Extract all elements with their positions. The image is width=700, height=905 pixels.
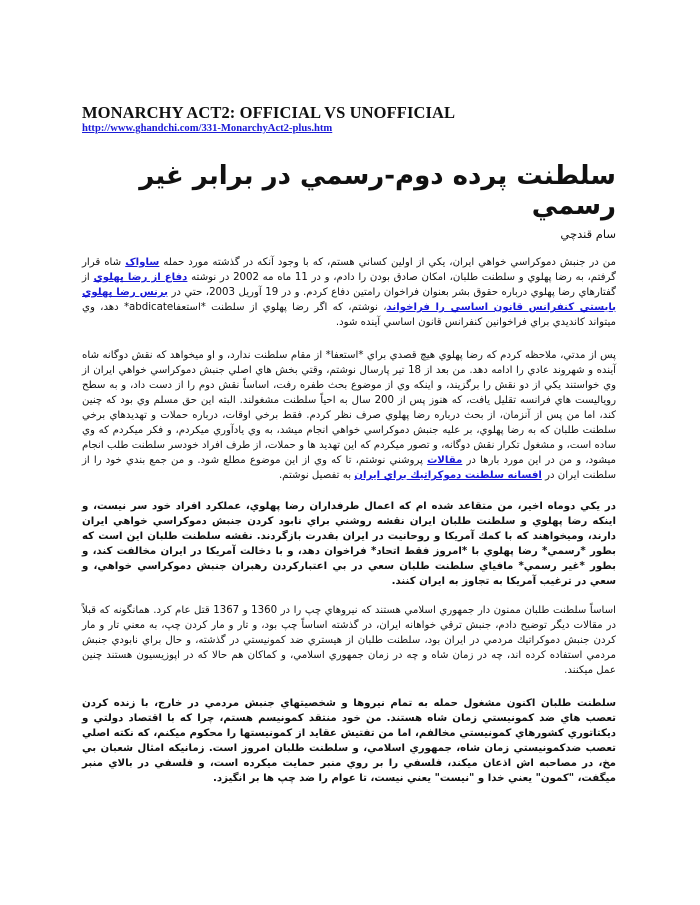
source-url-link[interactable]: http://www.ghandchi.com/331-MonarchyAct2-plus.htm <box>82 123 333 134</box>
author-name: سام قندچي <box>560 227 616 241</box>
paragraph-3: در يكي دوماه اخير، من متقاعد شده ام كه اعمال طرفداران رضا پهلوي، عملكرد افراد خود سر نيست، و اينكه رضا پهلوي و سلطنت طلبان ايران نقشه روشني براي نابود كردن جنبش دموكراسي خواهي ايران دارند، وميخواهند كه با كمك آمريكا و روحانيت در ايران بقدرت بازگردند. نقشه سلطنت طلبان اين است كه بطور *رسمي* رضا پهلوي با *امروز فقط اتحاد* فراخوان دهد، و با دخالت آمريكا در ايران مخالفت كند، و بطور *غير رسمي* مافياي سلطنت طلبان سعي در بي اعتباركردن رهبران جنبش دموكراسي خواهي، و سعي در ترغيب آمريكا به تجاوز به ايران كنند. <box>82 501 616 587</box>
persian-title: سلطنت پرده دوم-رسمي در برابر غير رسمي <box>139 161 616 221</box>
defend-reza-pahlavi-link[interactable]: دفاع از رضا پهلوي <box>93 272 188 283</box>
constitutional-conference-link[interactable]: برنس رضا پهلوي بايستي كنفرانس قانون اساسي را فراخواند <box>82 287 616 313</box>
paragraph-1-text-b: شاه قرار گرفتم، به رضا پهلوي و سلطنت طلبان، امكان صادق بودن را دادم، و در 11 ماه مه 2002 در نوشته <box>82 257 616 283</box>
paragraph-5: سلطنت طلبان اكنون مشغول حمله به تمام نيروها و شخصيتهاي جنبش مردمي در خارج، با زنده كردن تعصب هاي ضد كمونيستي زمان شاه هستند. من خود منتقد كمونيسم هستم، چرا كه با اقتصاد دولتي و ديكتاتوري كشورهاي كمونيستي مخالفم، اما من تفتيش عقايد از كمونيستها را محكوم ميكنم، كه نكته اصلي تعصب ضدكمونيستي زمان شاه، جمهوري اسلامي، و سلطنت طلبان امروز است. زمانيكه امثال شعبان بي مخ، در مصاحبه اش اذعان ميكند، فلسفي را بر روي منبر حمايت ميكرده است، و فلسفي در بالاي منبر ميگفت، "كمون" يعني خدا و "نيست" يعني نيست، تا عوام را ضد چپ ها بر انگيزد. <box>82 698 616 784</box>
paragraph-2-text-b: پروشني نوشتم، تا كه وي از اين موضوع مطلع شود. و من جمع بندي خود را از سلطنت ايران در <box>82 455 616 481</box>
savak-link[interactable]: ساواک <box>125 257 160 268</box>
paragraph-4: اساساً سلطنت طلبان ممنون دار جمهوري اسلامي هستند كه نيروهاي چپ را در 1360 و 1367 قتل عام كرد. همانگونه كه قبلاً در مقالات ديگر توضيح دادم، جنبش ترقي خواهانه ايران، در گذشته اساساً چپ بود، و تار و مار كردن چپ، به معني تار و مار كردن جنبش دموكراتيك مردمي در ايران بود، سلطنت طلبان از هيستري ضد كمونيستي در گذشته، و حال براي نابودي جنبش مردمي استفاده كرده اند، چه در زمان شاه و چه در زمان جمهوري اسلامي، و كماكان هم حالا كه در اپوزيسيون هستند چنين عمل ميكنند. <box>82 605 616 676</box>
paragraph-1 <box>82 255 616 330</box>
document-body <box>82 104 616 786</box>
english-title: MONARCHY ACT2: OFFICIAL VS UNOFFICIAL <box>82 103 456 122</box>
paragraph-1-text-d: ، نوشتم، كه اگر رضا پهلوي از سلطنت *استعفاabdicate* دهد، وي ميتواند كانديدي براي فراخوانين كنفرانس قانون اساسي آينده شود. <box>82 302 616 328</box>
paragraph-1-text-c: از گفتارهاي رضا پهلوي درباره حقوق بشر بعنوان فراخوان رامتين دفاع كردم. و در 19 آوريل 2003، حتي در <box>82 272 616 298</box>
articles-link[interactable]: مقالات <box>427 455 463 466</box>
paragraph-2-text-c: به تفصيل نوشتم. <box>278 470 355 481</box>
paragraph-1-text-a: من در جنبش دموكراسي خواهي ايران، يكي از اولين كساني هستم، كه با وجود آنكه در گذشته مورد حمله <box>159 257 616 268</box>
paragraph-2-text-a: پس از مدتي، ملاحظه كردم كه رضا پهلوي هيچ قصدي براي *استعفا* از مقام سلطنت ندارد، و او ميخواهد كه نقش دوگانه شاه آينده و شهروند عادي را ادامه دهد. من بعد از 18 تير پارسال نوشتم، وقتي بخش هاي اصلي جنبش دموكراسي خواهي ايران از وي خواستند يكي از دو نقش را برگزيند، و اينكه وي از موضوع بحث طفره رفت، اساساً نقش دوم را از دست داد، و به سطح روياليست هاي فرانسه تقليل يافت، كه هنوز پس از 200 سال به احياً سلطنت مشغولند. البته اين حق مسلم وي بود كه چنين كند، اما من پس از آنزمان، از بحث درباره رضا پهلوي صرف نظر كردم. فقط برخي اوقات، درباره حملات و تهديدهاي برخي سلطنت طلبان كه به رضا پهلوي، بر عليه جنبش دموكراسي خواهي انجام ميشد، به وي يادآوري ميكردم، و فكر ميكردم كه وي ساده است، و مشغول تكرار نقش دوگانه، و تصور ميكردم كه اين تهديد ها و حملات، از طرف افراد خودسر سلطنت طلب انجام ميشود، و من در اين مورد بارها در <box>82 350 617 466</box>
democratic-monarchy-myth-link[interactable]: افسانه سلطنت دموكراتيك براي ايران <box>354 470 542 481</box>
paragraph-2 <box>82 348 616 483</box>
